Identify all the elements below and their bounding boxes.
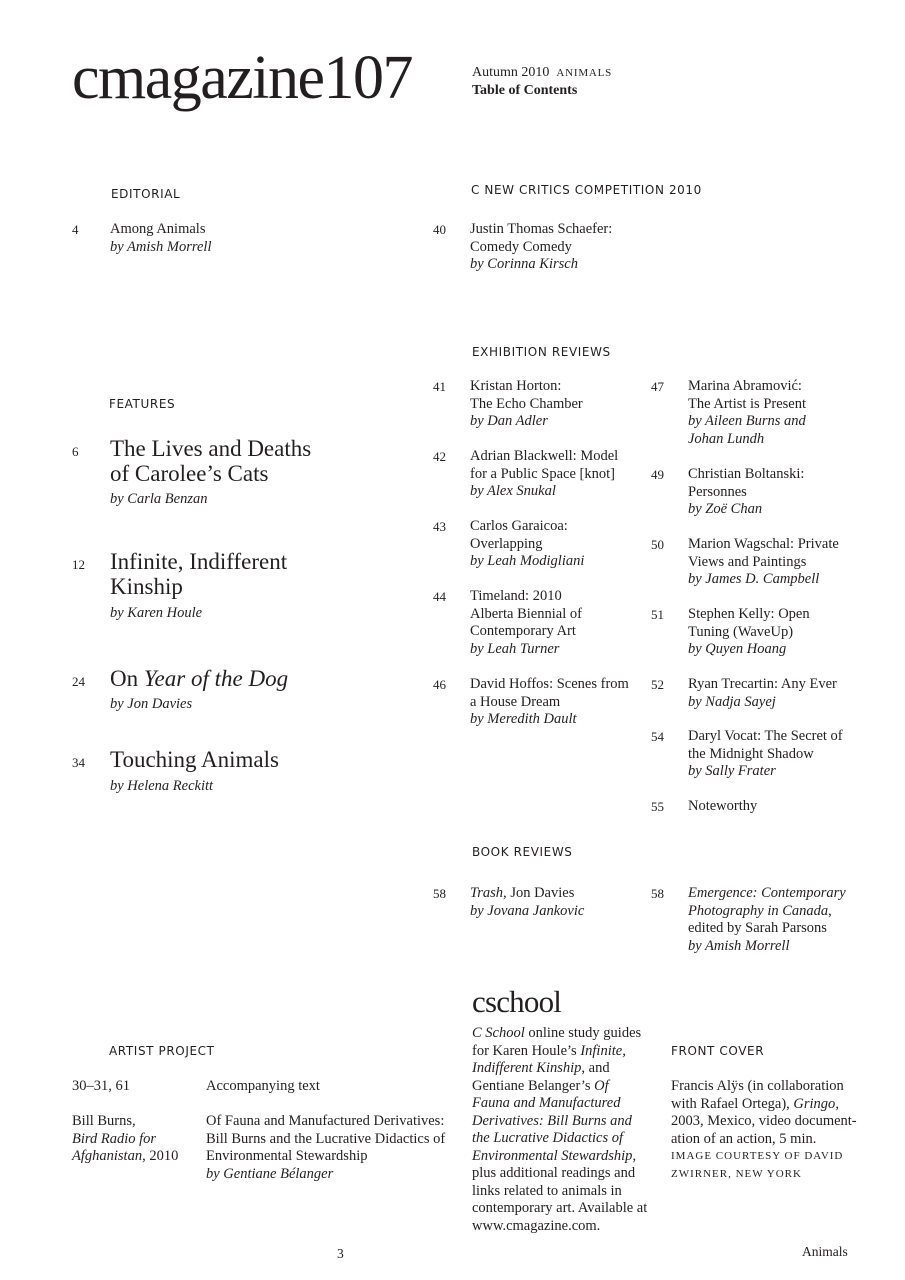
review-title-line: Noteworthy — [688, 798, 758, 814]
book-title-line1: Emergence: Contemporary — [688, 885, 846, 901]
review-title-line: Views and Paintings — [688, 553, 807, 570]
editorial-title: Among Animals — [110, 221, 206, 237]
cschool-text-part: , and — [581, 1060, 610, 1076]
review-title-line: Ryan Trecartin: Any Ever — [688, 676, 837, 692]
cschool-text-part: for Karen Houle’s — [472, 1042, 581, 1059]
book-entry[interactable] — [688, 885, 878, 955]
review-author: by Leah Turner — [470, 640, 560, 657]
review-title-line: Daryl Vocat: The Secret of — [688, 728, 843, 744]
feature-author: by Helena Reckitt — [110, 778, 214, 794]
review-entry[interactable] — [688, 606, 858, 659]
feature-title-line1: Touching Animals — [110, 747, 279, 772]
books-heading: BOOK REVIEWS — [472, 845, 573, 859]
book-entry[interactable] — [470, 885, 640, 920]
review-author: by Alex Snukal — [470, 483, 556, 499]
cschool-name: C School — [472, 1025, 525, 1041]
review-title-line: Christian Boltanski: — [688, 466, 805, 482]
feature-entry[interactable] — [110, 436, 430, 508]
cschool-text-part: Fauna and Manufactured — [472, 1095, 621, 1111]
footer-section: Animals — [802, 1244, 848, 1259]
artist-project-text-line: Bill Burns and the Lucrative Didactics of — [206, 1130, 446, 1147]
front-cover-text: , — [835, 1095, 839, 1112]
exhibition-heading: EXHIBITION REVIEWS — [472, 345, 611, 359]
review-page: 54 — [651, 729, 664, 744]
review-author: by Leah Modigliani — [470, 553, 585, 569]
page-number: 3 — [337, 1246, 344, 1261]
review-entry[interactable] — [688, 798, 858, 816]
cschool-text-part: , — [632, 1147, 637, 1164]
front-cover-text: with Rafael Ortega), — [671, 1095, 794, 1112]
artist-project-accompanying: Accompanying text — [206, 1078, 320, 1094]
review-page: 43 — [433, 519, 446, 534]
review-title-line: Overlapping — [470, 535, 543, 552]
review-author: by Nadja Sayej — [688, 693, 776, 710]
review-title-line: Stephen Kelly: Open — [688, 606, 810, 622]
cschool-text-part: Infinite, — [580, 1042, 626, 1059]
review-title-line: Timeland: 2010 — [470, 588, 562, 604]
feature-entry[interactable] — [110, 666, 430, 713]
review-page: 42 — [433, 449, 446, 464]
review-title-line: The Artist is Present — [688, 395, 807, 412]
review-page: 52 — [651, 677, 664, 692]
review-title-line: Adrian Blackwell: Model — [470, 448, 619, 464]
front-cover-line: ation of an action, 5 min. — [671, 1130, 817, 1147]
feature-title-italic: Year of the Dog — [143, 666, 289, 691]
front-cover-caption — [671, 1078, 871, 1183]
feature-page: 24 — [72, 674, 85, 689]
review-author: by Aileen Burns and — [688, 413, 806, 429]
front-cover-credit: IMAGE COURTESY OF DAVID — [671, 1150, 844, 1162]
book-author: by Amish Morrell — [688, 937, 790, 954]
cschool-text-part: links related to animals in — [472, 1182, 622, 1199]
artist-project-text-line: Of Fauna and Manufactured Derivatives: — [206, 1113, 445, 1129]
cschool-text-part: Environmental Stewardship — [472, 1147, 633, 1164]
review-author: by James D. Campbell — [688, 571, 820, 587]
artist-name: Bill Burns, — [72, 1113, 136, 1129]
issue-theme: ANIMALS — [556, 67, 613, 79]
front-cover-line: 2003, Mexico, video document- — [671, 1113, 857, 1129]
review-author: by Meredith Dault — [470, 711, 577, 727]
editorial-heading: EDITORIAL — [111, 187, 181, 201]
feature-title-line2: of Carolee’s Cats — [110, 461, 269, 486]
artist-project-text[interactable] — [206, 1113, 456, 1183]
review-title-line: David Hoffos: Scenes from — [470, 676, 629, 692]
front-cover-heading: FRONT COVER — [671, 1044, 765, 1058]
cschool-text-part: Gentiane Belanger’s — [472, 1077, 595, 1094]
editorial-author: by Amish Morrell — [110, 238, 212, 255]
review-title-line: The Echo Chamber — [470, 395, 583, 412]
book-title-rest: Jon Davies — [506, 885, 575, 901]
review-title-line: Contemporary Art — [470, 623, 576, 639]
review-page: 50 — [651, 537, 664, 552]
editorial-page: 4 — [72, 222, 79, 237]
book-title-line2 — [688, 903, 878, 921]
masthead: cmagazine107 — [72, 44, 413, 112]
issue-info — [472, 64, 612, 100]
artist-project-text-line: Environmental Stewardship — [206, 1148, 368, 1164]
cschool-text — [472, 1025, 662, 1235]
book-title-line2-italic: Photography in Canada — [688, 902, 829, 919]
review-title-line: for a Public Space [knot] — [470, 465, 615, 482]
review-entry[interactable] — [470, 676, 640, 729]
feature-title-line2: Kinship — [110, 574, 183, 599]
review-entry[interactable] — [470, 588, 640, 658]
feature-author: by Karen Houle — [110, 605, 203, 621]
artist-project-heading: ARTIST PROJECT — [109, 1044, 215, 1058]
competition-author: by Corinna Kirsch — [470, 256, 578, 272]
review-title-line: the Midnight Shadow — [688, 745, 814, 762]
review-author-line2: Johan Lundh — [688, 430, 765, 447]
feature-title-plain: On — [110, 666, 144, 691]
competition-entry[interactable] — [470, 221, 670, 274]
feature-page: 6 — [72, 444, 79, 459]
review-author: by Zoë Chan — [688, 501, 763, 517]
review-author: by Dan Adler — [470, 413, 548, 429]
review-entry[interactable] — [470, 448, 640, 501]
feature-page: 34 — [72, 755, 85, 770]
book-page: 58 — [433, 886, 446, 901]
book-author: by Jovana Jankovic — [470, 902, 585, 919]
review-page: 51 — [651, 607, 664, 622]
cschool-text-part: Indifferent Kinship — [472, 1060, 582, 1076]
cschool-text-part: plus additional readings and — [472, 1165, 636, 1181]
editorial-entry[interactable] — [110, 221, 280, 256]
feature-entry[interactable] — [110, 747, 430, 795]
feature-author: by Carla Benzan — [110, 491, 208, 507]
review-page: 44 — [433, 589, 446, 604]
review-author: by Sally Frater — [688, 763, 776, 779]
competition-page: 40 — [433, 222, 446, 237]
front-cover-credit: ZWIRNER, NEW YORK — [671, 1167, 802, 1180]
review-page: 46 — [433, 677, 446, 692]
review-title-line: Personnes — [688, 483, 747, 500]
review-entry[interactable] — [688, 466, 858, 519]
review-entry[interactable] — [470, 378, 640, 431]
review-title-line: Marina Abramović: — [688, 378, 802, 394]
review-page: 55 — [651, 799, 664, 814]
cschool-text-part: Of — [594, 1077, 609, 1094]
artist-project-author: by Gentiane Bélanger — [206, 1165, 334, 1182]
cschool-logo[interactable]: cschool — [472, 984, 562, 1019]
review-entry[interactable] — [688, 378, 858, 448]
toc-title: Table of Contents — [472, 83, 578, 98]
book-page: 58 — [651, 886, 664, 901]
review-page: 47 — [651, 379, 664, 394]
feature-title — [110, 666, 430, 691]
artwork-title-line2 — [72, 1148, 202, 1166]
competition-heading: C NEW CRITICS COMPETITION 2010 — [471, 183, 702, 197]
feature-entry[interactable] — [110, 549, 430, 622]
front-cover-work-title: Gringo — [793, 1095, 836, 1112]
artwork-title-italic: Afghanistan — [72, 1148, 143, 1164]
front-cover-line — [671, 1096, 871, 1114]
issue-season: Autumn 2010 — [472, 65, 550, 80]
review-title-line: Tuning (WaveUp) — [688, 623, 794, 640]
cschool-url-link[interactable]: www.cmagazine.com. — [472, 1217, 601, 1234]
review-title-line: Carlos Garaicoa: — [470, 518, 568, 534]
feature-page: 12 — [72, 557, 85, 572]
competition-title-line1: Justin Thomas Schaefer: — [470, 221, 613, 237]
feature-author: by Jon Davies — [110, 696, 193, 712]
cschool-text-part: contemporary art. Available at — [472, 1200, 648, 1216]
feature-title-line1: Infinite, Indifferent — [110, 549, 288, 574]
review-title-line: Marion Wagschal: Private — [688, 536, 839, 552]
competition-title-line2: Comedy Comedy — [470, 238, 572, 255]
review-title-line: Kristan Horton: — [470, 378, 562, 394]
cschool-text-part: Derivatives: Bill Burns and — [472, 1112, 632, 1129]
cschool-text-part: the Lucrative Didactics of — [472, 1130, 624, 1146]
review-page: 49 — [651, 467, 664, 482]
review-entry[interactable] — [688, 536, 858, 589]
review-title-line: a House Dream — [470, 693, 561, 710]
artist-project-pages: 30–31, 61 — [72, 1078, 130, 1094]
review-entry[interactable] — [470, 518, 640, 571]
book-title-italic: Trash, — [470, 885, 507, 901]
review-author: by Quyen Hoang — [688, 641, 787, 657]
review-title-line: Alberta Biennial of — [470, 605, 582, 622]
artist-project-artist[interactable] — [72, 1113, 202, 1166]
cschool-text-part: online study guides — [524, 1025, 642, 1041]
book-title — [470, 885, 640, 903]
front-cover-line: Francis Alÿs (in collaboration — [671, 1078, 844, 1094]
artwork-title-line1: Bird Radio for — [72, 1130, 157, 1147]
book-title-line2-rest: , — [828, 902, 832, 919]
review-page: 41 — [433, 379, 446, 394]
feature-title-line1: The Lives and Deaths — [110, 436, 312, 461]
artwork-year: , 2010 — [142, 1148, 179, 1164]
review-entry[interactable] — [688, 728, 858, 781]
review-entry[interactable] — [688, 676, 858, 711]
features-heading: FEATURES — [109, 397, 176, 411]
book-editor: edited by Sarah Parsons — [688, 920, 827, 936]
